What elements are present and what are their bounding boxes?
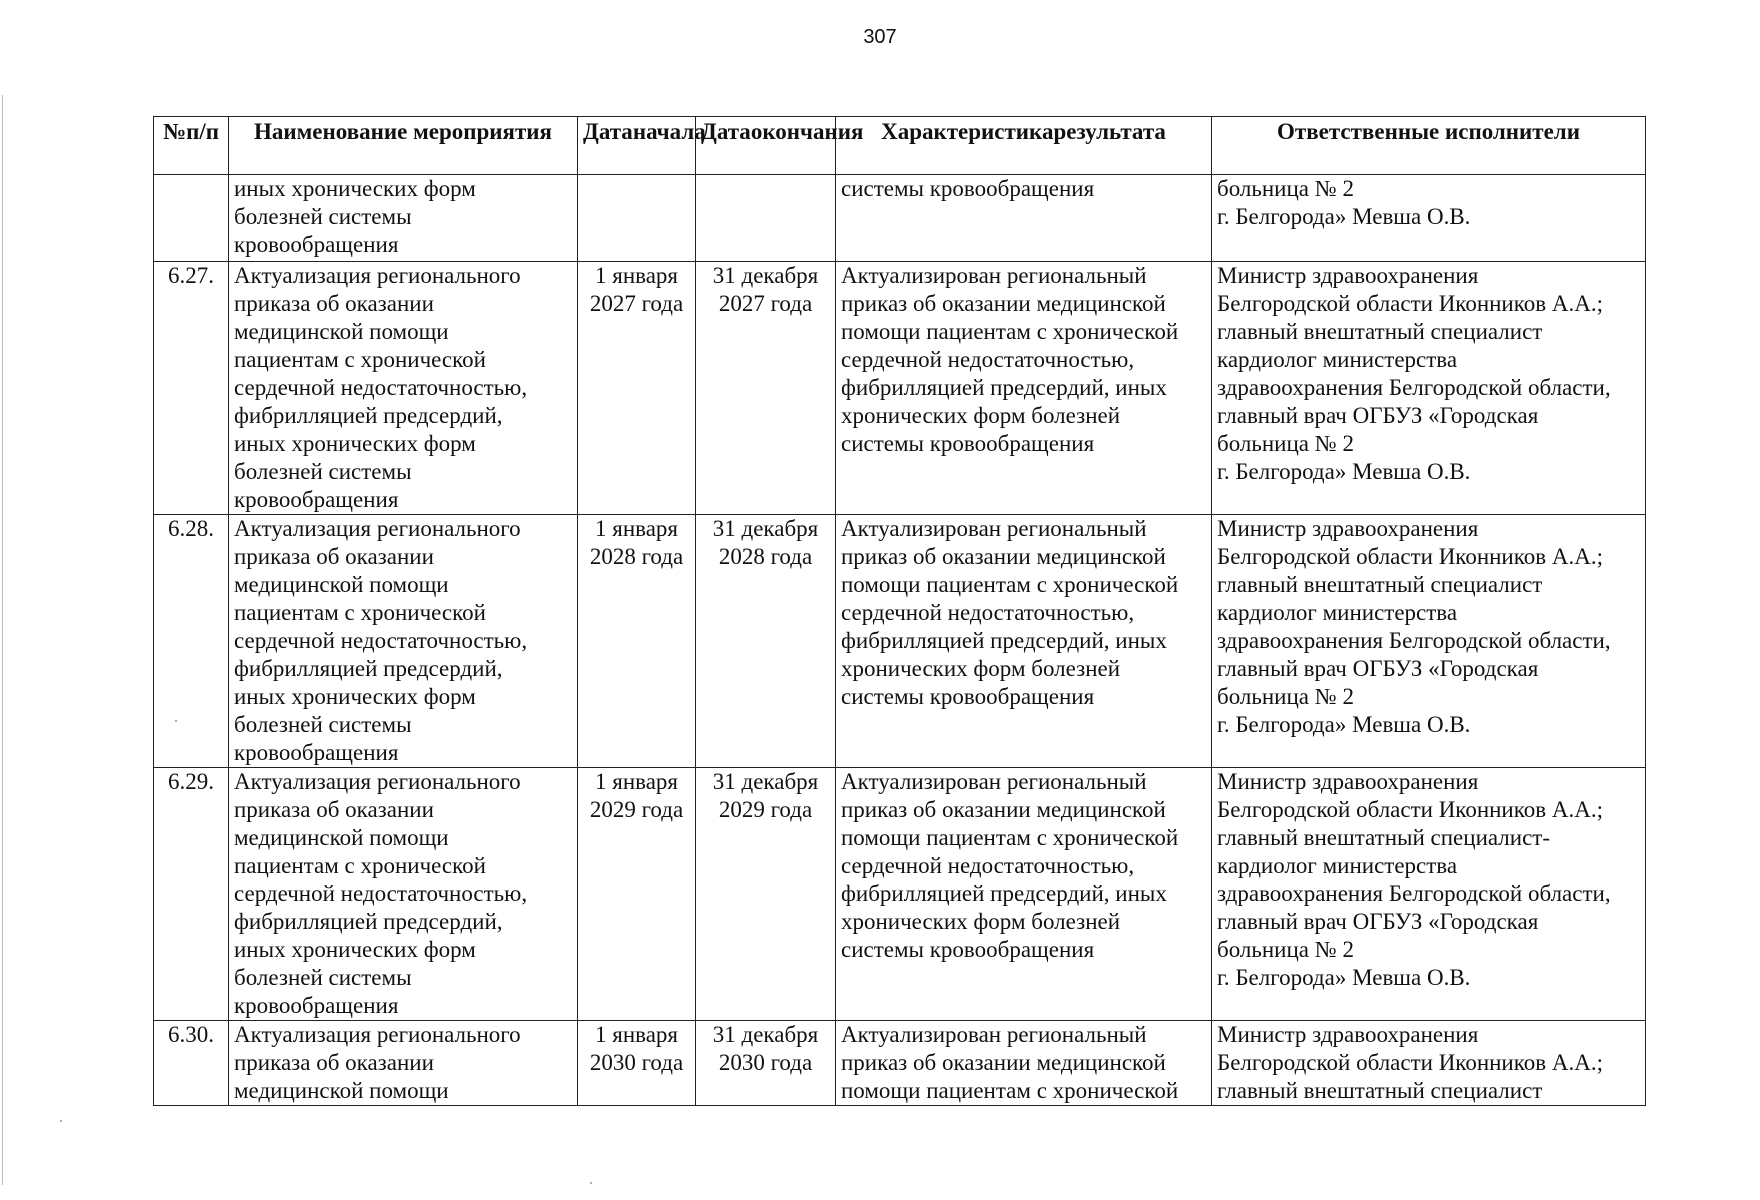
text-line: Ответственные исполнители xyxy=(1277,119,1580,144)
text-line: Актуализирован региональный xyxy=(841,769,1147,794)
responsible-persons xyxy=(1212,515,1646,768)
text-line: г. Белгорода» Мевша О.В. xyxy=(1217,204,1471,229)
end-date xyxy=(696,262,836,515)
text-line: сердечной недостаточностью, xyxy=(234,628,528,653)
text-line: кардиолог министерства xyxy=(1217,347,1458,372)
text-line: 2029 года xyxy=(718,797,813,822)
text-line: Актуализация регионального xyxy=(234,516,521,541)
text-line: пациентам с хронической xyxy=(234,600,486,625)
text-line: иных хронических форм xyxy=(234,176,476,201)
header-number xyxy=(154,117,229,175)
text-line: здравоохранения Белгородской области, xyxy=(1217,881,1611,906)
text-line: сердечной недостаточностью, xyxy=(841,347,1135,372)
text-line: 1 января xyxy=(595,1022,678,1047)
text-line: № xyxy=(162,119,187,144)
text-line: Министр здравоохранения xyxy=(1217,263,1479,288)
text-line: фибрилляцией предсердий, xyxy=(234,909,503,934)
result-description xyxy=(836,768,1212,1021)
text-line: больница № 2 xyxy=(1217,431,1354,456)
text-line: 6.30. xyxy=(168,1022,214,1047)
text-line: 1 января xyxy=(595,516,678,541)
text-line: кардиолог министерства xyxy=(1217,600,1458,625)
text-line: фибрилляцией предсердий, xyxy=(234,656,503,681)
responsible-persons xyxy=(1212,262,1646,515)
text-line: Министр здравоохранения xyxy=(1217,769,1479,794)
text-line: главный внештатный специалист xyxy=(1217,319,1543,344)
row-number xyxy=(154,768,229,1021)
text-line: главный внештатный специалист- xyxy=(1217,825,1550,850)
text-line: 1 января xyxy=(595,263,678,288)
text-line: начала xyxy=(632,119,706,144)
start-date xyxy=(578,175,696,262)
text-line: Белгородской области Иконников А.А.; xyxy=(1217,544,1603,569)
text-line: системы кровообращения xyxy=(841,937,1095,962)
text-line: Дата xyxy=(583,119,633,144)
text-line: болезней системы xyxy=(234,712,412,737)
text-line: 6.29. xyxy=(168,769,214,794)
text-line: 2027 года xyxy=(718,291,813,316)
text-line: кровообращения xyxy=(234,487,399,512)
text-line: окончания xyxy=(750,119,864,144)
responsible-persons xyxy=(1212,768,1646,1021)
text-line: п/п xyxy=(186,119,220,144)
text-line: сердечной недостаточностью, xyxy=(841,853,1135,878)
page-number: 307 xyxy=(863,26,897,48)
text-line: иных хронических форм xyxy=(234,431,476,456)
text-line: пациентам с хронической xyxy=(234,347,486,372)
result-description xyxy=(836,1021,1212,1106)
text-line: хронических форм болезней xyxy=(841,656,1121,681)
row-number xyxy=(154,175,229,262)
table-row xyxy=(154,262,1646,515)
header-result xyxy=(836,117,1212,175)
text-line: хронических форм болезней xyxy=(841,403,1121,428)
end-date xyxy=(696,515,836,768)
end-date xyxy=(696,768,836,1021)
text-line: г. Белгорода» Мевша О.В. xyxy=(1217,459,1471,484)
text-line: 1 января xyxy=(595,769,678,794)
text-line: фибрилляцией предсердий, xyxy=(234,403,503,428)
text-line: результата xyxy=(1053,119,1166,144)
table-header-row xyxy=(154,117,1646,175)
end-date xyxy=(696,175,836,262)
text-line: иных хронических форм xyxy=(234,937,476,962)
text-line: приказ об оказании медицинской xyxy=(841,291,1166,316)
text-line: фибрилляцией предсердий, иных xyxy=(841,628,1167,653)
event-name xyxy=(229,1021,578,1106)
text-line: системы кровообращения xyxy=(841,431,1095,456)
start-date xyxy=(578,768,696,1021)
text-line: больница № 2 xyxy=(1217,684,1354,709)
table-row xyxy=(154,515,1646,768)
scan-left-edge xyxy=(2,95,3,1185)
text-line: г. Белгорода» Мевша О.В. xyxy=(1217,712,1471,737)
text-line: Министр здравоохранения xyxy=(1217,1022,1479,1047)
text-line: медицинской помощи xyxy=(234,825,449,850)
text-line: медицинской помощи xyxy=(234,572,449,597)
text-line: главный внештатный специалист xyxy=(1217,572,1543,597)
text-line: Белгородской области Иконников А.А.; xyxy=(1217,797,1603,822)
row-number xyxy=(154,262,229,515)
text-line: 2028 года xyxy=(589,544,684,569)
text-line: 2030 года xyxy=(589,1050,684,1075)
text-line: болезней системы xyxy=(234,204,412,229)
text-line: Наименование мероприятия xyxy=(254,119,552,144)
text-line: пациентам с хронической xyxy=(234,853,486,878)
text-line: кровообращения xyxy=(234,232,399,257)
result-description xyxy=(836,515,1212,768)
text-line: главный врач ОГБУЗ «Городская xyxy=(1217,656,1539,681)
event-name xyxy=(229,515,578,768)
text-line: Актуализирован региональный xyxy=(841,516,1147,541)
text-line: болезней системы xyxy=(234,459,412,484)
text-line: системы кровообращения xyxy=(841,176,1095,201)
text-line: 2029 года xyxy=(589,797,684,822)
responsible-persons xyxy=(1212,1021,1646,1106)
text-line: 2028 года xyxy=(718,544,813,569)
text-line: здравоохранения Белгородской области, xyxy=(1217,375,1611,400)
text-line: фибрилляцией предсердий, иных xyxy=(841,375,1167,400)
text-line: Актуализация регионального xyxy=(234,1022,521,1047)
text-line: 6.28. xyxy=(168,516,214,541)
text-line: иных хронических форм xyxy=(234,684,476,709)
text-line: Белгородской области Иконников А.А.; xyxy=(1217,291,1603,316)
text-line: болезней системы xyxy=(234,965,412,990)
text-line: приказ об оказании медицинской xyxy=(841,544,1166,569)
header-start-date xyxy=(578,117,706,175)
text-line: 31 декабря xyxy=(712,263,819,288)
text-line: 31 декабря xyxy=(712,769,819,794)
text-line: системы кровообращения xyxy=(841,684,1095,709)
table-row xyxy=(154,175,1646,262)
result-description xyxy=(836,262,1212,515)
row-number xyxy=(154,515,229,768)
text-line: приказа об оказании xyxy=(234,291,434,316)
header-end-date xyxy=(696,117,864,175)
row-number xyxy=(154,1021,229,1106)
text-line: Министр здравоохранения xyxy=(1217,516,1479,541)
text-line: приказ об оказании медицинской xyxy=(841,1050,1166,1075)
header-responsible xyxy=(1212,117,1646,175)
text-line: главный врач ОГБУЗ «Городская xyxy=(1217,403,1539,428)
event-name xyxy=(229,175,578,262)
text-line: хронических форм болезней xyxy=(841,909,1121,934)
text-line: кровообращения xyxy=(234,993,399,1018)
event-name xyxy=(229,768,578,1021)
text-line: сердечной недостаточностью, xyxy=(234,881,528,906)
text-line: 2030 года xyxy=(718,1050,813,1075)
text-line: медицинской помощи xyxy=(234,319,449,344)
text-line: кровообращения xyxy=(234,740,399,765)
text-line: здравоохранения Белгородской области, xyxy=(1217,628,1611,653)
text-line: г. Белгорода» Мевша О.В. xyxy=(1217,965,1471,990)
scan-speck xyxy=(60,1120,62,1122)
text-line: помощи пациентам с хронической xyxy=(841,319,1179,344)
text-line: Характеристика xyxy=(881,119,1054,144)
text-line: главный врач ОГБУЗ «Городская xyxy=(1217,909,1539,934)
text-line: сердечной недостаточностью, xyxy=(841,600,1135,625)
end-date xyxy=(696,1021,836,1106)
text-line: помощи пациентам с хронической xyxy=(841,572,1179,597)
text-line: больница № 2 xyxy=(1217,937,1354,962)
scan-speck xyxy=(590,1182,592,1184)
text-line: сердечной недостаточностью, xyxy=(234,375,528,400)
text-line: помощи пациентам с хронической xyxy=(841,825,1179,850)
text-line: 31 декабря xyxy=(712,516,819,541)
text-line: Белгородской области Иконников А.А.; xyxy=(1217,1050,1603,1075)
text-line: 31 декабря xyxy=(712,1022,819,1047)
text-line: Актуализирован региональный xyxy=(841,1022,1147,1047)
start-date xyxy=(578,515,696,768)
text-line: приказа об оказании xyxy=(234,797,434,822)
text-line: Актуализация регионального xyxy=(234,769,521,794)
start-date xyxy=(578,262,696,515)
result-description xyxy=(836,175,1212,262)
text-line: фибрилляцией предсердий, иных xyxy=(841,881,1167,906)
text-line: 6.27. xyxy=(168,263,214,288)
table-row xyxy=(154,1021,1646,1106)
text-line: Дата xyxy=(701,119,751,144)
events-table xyxy=(153,116,1646,1106)
text-line: приказа об оказании xyxy=(234,1050,434,1075)
header-event-name xyxy=(229,117,578,175)
text-line: кардиолог министерства xyxy=(1217,853,1458,878)
text-line: медицинской помощи xyxy=(234,1078,449,1103)
table-row xyxy=(154,768,1646,1021)
text-line: главный внештатный специалист xyxy=(1217,1078,1543,1103)
text-line: больница № 2 xyxy=(1217,176,1354,201)
responsible-persons xyxy=(1212,175,1646,262)
start-date xyxy=(578,1021,696,1106)
text-line: Актуализация регионального xyxy=(234,263,521,288)
text-line: приказа об оказании xyxy=(234,544,434,569)
text-line: 2027 года xyxy=(589,291,684,316)
text-line: помощи пациентам с хронической xyxy=(841,1078,1179,1103)
text-line: приказ об оказании медицинской xyxy=(841,797,1166,822)
text-line: Актуализирован региональный xyxy=(841,263,1147,288)
event-name xyxy=(229,262,578,515)
